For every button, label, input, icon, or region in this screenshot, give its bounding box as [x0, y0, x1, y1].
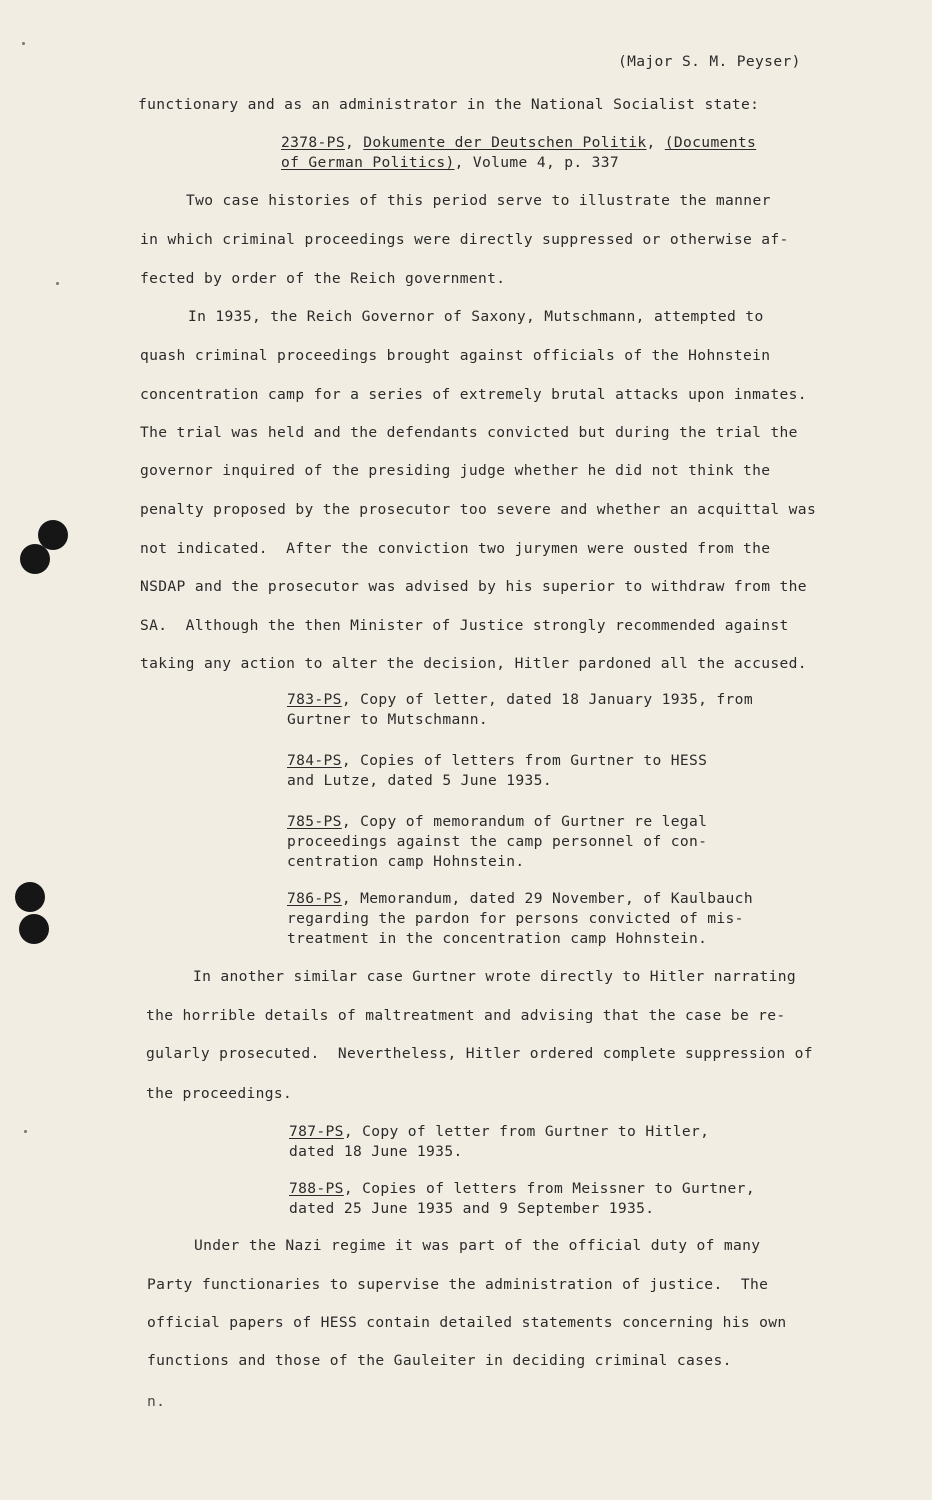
body-line: not indicated. After the conviction two jurymen were ousted from the: [140, 540, 771, 557]
body-line: Two case histories of this period serve to illustrate the manner: [186, 192, 771, 209]
citation-title-translation-cont: of German Politics): [281, 154, 455, 171]
body-line: gularly prosecuted. Nevertheless, Hitler ordered complete suppression of: [146, 1045, 813, 1062]
paper-speck: [56, 282, 59, 285]
doc-ref-785: 785-PS: [287, 813, 342, 830]
body-line: taking any action to alter the decision, Hitler pardoned all the accused.: [140, 655, 807, 672]
citation-787-line2: dated 18 June 1935.: [289, 1143, 463, 1160]
citation-786-line3: treatment in the concentration camp Hohnstein.: [287, 930, 708, 947]
author-attribution: (Major S. M. Peyser): [618, 53, 801, 70]
citation-785-line2: proceedings against the camp personnel of con-: [287, 833, 708, 850]
citation-2378-line1: 2378-PS, Dokumente der Deutschen Politik, (Documents: [281, 134, 757, 151]
punch-hole: [15, 882, 45, 912]
doc-ref-2378: 2378-PS: [281, 134, 345, 151]
citation-783-line2: Gurtner to Mutschmann.: [287, 711, 488, 728]
punch-hole: [19, 914, 49, 944]
citation-786-line1: 786-PS, Memorandum, dated 29 November, of Kaulbauch: [287, 890, 753, 907]
body-line: official papers of HESS contain detailed statements concerning his own: [147, 1314, 787, 1331]
body-line: the proceedings.: [146, 1085, 293, 1102]
citation-784-line1: 784-PS, Copies of letters from Gurtner to HESS: [287, 752, 708, 769]
body-line: In 1935, the Reich Governor of Saxony, Mutschmann, attempted to: [188, 308, 764, 325]
citation-788-line1: 788-PS, Copies of letters from Meissner to Gurtner,: [289, 1180, 755, 1197]
body-line: governor inquired of the presiding judge whether he did not think the: [140, 462, 771, 479]
citation-784-line2: and Lutze, dated 5 June 1935.: [287, 772, 552, 789]
body-line: Party functionaries to supervise the administration of justice. The: [147, 1276, 769, 1293]
body-line: The trial was held and the defendants convicted but during the trial the: [140, 424, 798, 441]
citation-title-translation: (Documents: [664, 134, 757, 151]
body-line: penalty proposed by the prosecutor too severe and whether an acquittal was: [140, 501, 817, 518]
citation-785-line3: centration camp Hohnstein.: [287, 853, 525, 870]
footer-mark: n.: [147, 1393, 166, 1410]
body-line: concentration camp for a series of extremely brutal attacks upon inmates.: [140, 386, 807, 403]
citation-title: Dokumente der Deutschen Politik: [363, 134, 647, 151]
doc-ref-784: 784-PS: [287, 752, 342, 769]
body-line: fected by order of the Reich government.: [140, 270, 506, 287]
doc-ref-786: 786-PS: [287, 890, 342, 907]
body-line: functions and those of the Gauleiter in deciding criminal cases.: [147, 1352, 732, 1369]
citation-2378-line2: [281, 154, 619, 172]
opening-line: functionary and as an administrator in the National Socialist state:: [138, 96, 760, 113]
citation-783-line1: 783-PS, Copy of letter, dated 18 January 1935, from: [287, 691, 753, 708]
body-line: Under the Nazi regime it was part of the official duty of many: [194, 1237, 761, 1254]
body-line: NSDAP and the prosecutor was advised by his superior to withdraw from the: [140, 578, 807, 595]
body-line: quash criminal proceedings brought against officials of the Hohnstein: [140, 347, 771, 364]
doc-ref-788: 788-PS: [289, 1180, 344, 1197]
citation-785-line1: 785-PS, Copy of memorandum of Gurtner re legal: [287, 813, 708, 830]
paper-speck: [24, 1130, 27, 1133]
body-line: the horrible details of maltreatment and advising that the case be re-: [146, 1007, 786, 1024]
doc-ref-787: 787-PS: [289, 1123, 344, 1140]
punch-hole: [20, 544, 50, 574]
citation-787-line1: 787-PS, Copy of letter from Gurtner to Hitler,: [289, 1123, 710, 1140]
body-line: in which criminal proceedings were directly suppressed or otherwise af-: [140, 231, 789, 248]
citation-788-line2: dated 25 June 1935 and 9 September 1935.: [289, 1200, 655, 1217]
body-line: SA. Although the then Minister of Justice strongly recommended against: [140, 617, 789, 634]
paper-speck: [22, 42, 25, 45]
doc-ref-783: 783-PS: [287, 691, 342, 708]
citation-786-line2: regarding the pardon for persons convicted of mis-: [287, 910, 744, 927]
citation-volume: , Volume 4, p. 337: [454, 154, 620, 171]
body-line: In another similar case Gurtner wrote directly to Hitler narrating: [193, 968, 796, 985]
